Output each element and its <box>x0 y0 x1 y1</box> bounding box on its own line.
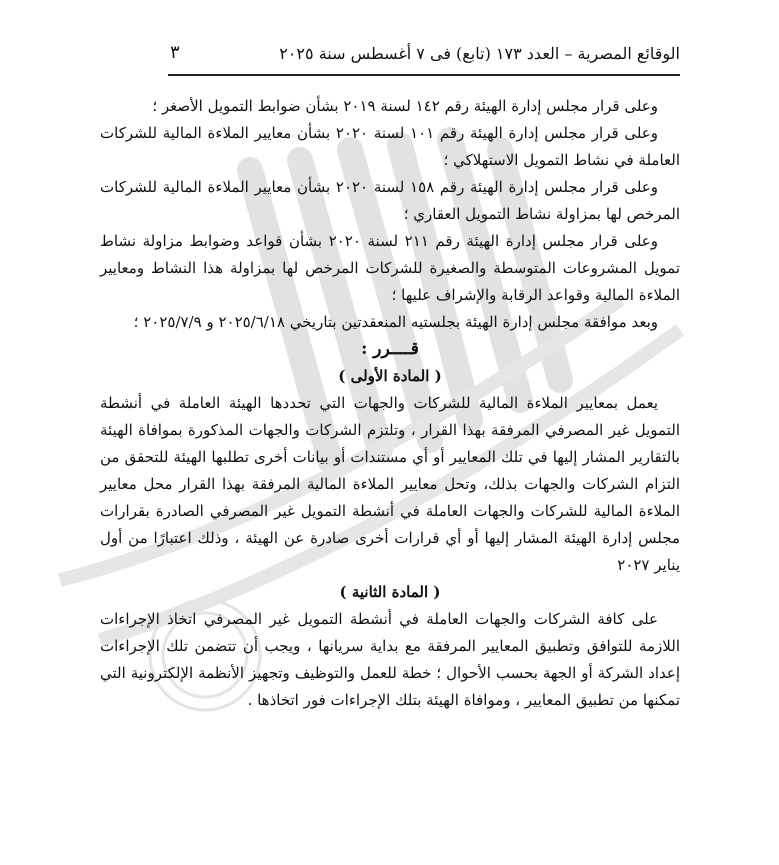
running-title: الوقائع المصرية – العدد ١٧٣ (تابع) فى ٧ أغسطس سنة ٢٠٢٥ <box>279 44 680 63</box>
article-title: ( المادة الأولى ) <box>338 367 442 385</box>
header-rule <box>168 74 680 76</box>
document-body <box>100 93 680 714</box>
preamble-paragraph: وعلى قرار مجلس إدارة الهيئة رقم ١٠١ لسنة ٢٠٢٠ بشأن معايير الملاءة المالية للشركات العاملة في نشاط التمويل الاستهلاكي ؛ <box>100 124 680 169</box>
preamble-paragraph: وعلى قرار مجلس إدارة الهيئة رقم ١٤٢ لسنة ٢٠١٩ بشأن ضوابط التمويل الأصغر ؛ <box>152 97 658 115</box>
decree-heading: قــــرر : <box>361 339 419 359</box>
preamble-paragraph: وعلى قرار مجلس إدارة الهيئة رقم ٢١١ لسنة ٢٠٢٠ بشأن قواعد وضوابط مزاولة نشاط تمويل المشروعات المتوسطة والصغيرة للشركات المرخص لها بمزاولة هذا النشاط ومعايير الملاءة المالية وقواعد الرقابة والإشراف عليها ؛ <box>100 232 680 304</box>
page-number: ٣ <box>170 42 180 63</box>
preamble-paragraph: وعلى قرار مجلس إدارة الهيئة رقم ١٥٨ لسنة ٢٠٢٠ بشأن معايير الملاءة المالية للشركات المرخص لها بمزاولة نشاط التمويل العقاري ؛ <box>100 178 680 223</box>
article-text: على كافة الشركات والجهات العاملة في أنشطة التمويل غير المصرفي اتخاذ الإجراءات اللازمة للتوافق وتطبيق المعايير المرفقة مع بداية سريانها ، ويجب أن تتضمن تلك الإجراءات إعداد الشركة أو الجهة بحسب الأحوال ؛ خطة للعمل والتوظيف وتجهيز الأنظمة الإلكترونية التي تمكنها من تطبيق المعايير ، وموافاة الهيئة بتلك الإجراءات فور اتخاذها . <box>100 610 680 709</box>
article-text: يعمل بمعايير الملاءة المالية للشركات والجهات التي تحددها الهيئة العاملة في أنشطة التمويل غير المصرفي المرفقة بهذا القرار ، وتلتزم الشركات والجهات المذكورة بموافاة الهيئة بالتقارير المشار إليها في تلك المعايير أو أي مستندات أو بيانات أخرى تطلبها الهيئة للتحقق من التزام الشركات والجهات بذلك، وتحل معايير الملاءة المالية المرفقة بهذا القرار محل معايير الملاءة المالية للشركات والجهات العاملة في أنشطة التمويل غير المصرفي الصادرة بقرارات مجلس إدارة الهيئة المشار إليها أو أي قرارات أخرى صادرة عن الهيئة ، وذلك اعتبارًا من أول يناير ٢٠٢٧ <box>100 394 680 574</box>
preamble-paragraph: وبعد موافقة مجلس إدارة الهيئة بجلستيه المنعقدتين بتاريخي ٢٠٢٥/٦/١٨ و ٢٠٢٥/٧/٩ ؛ <box>133 313 658 331</box>
gazette-page <box>100 38 680 838</box>
page-header <box>100 38 680 72</box>
article-title: ( المادة الثانية ) <box>339 583 441 601</box>
